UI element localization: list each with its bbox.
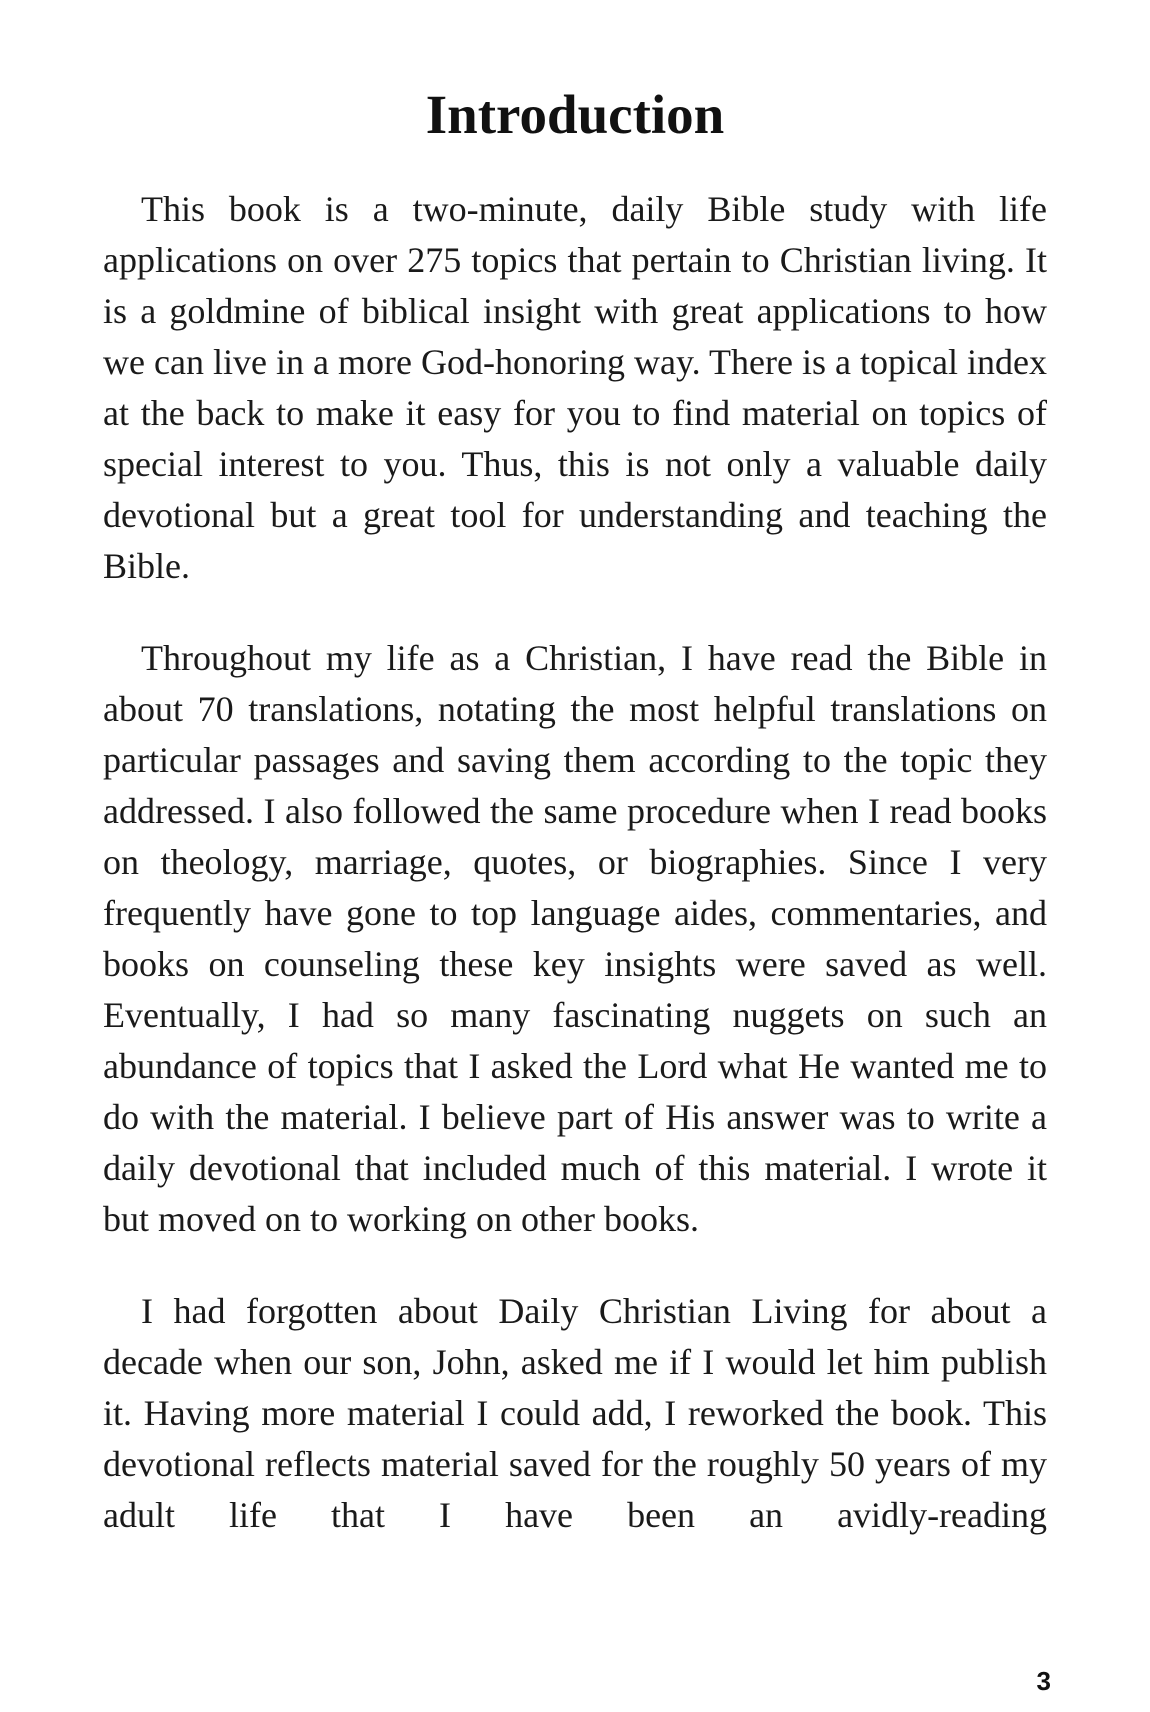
paragraph-3: I had forgotten about Daily Christian Living for about a decade when our son, John, asked me if I would let him publish it. Having more material I could add, I reworked the book. This devotional reflects material saved for the roughly 50 years of my adult life that I have been an avidly-reading xyxy=(103,1291,1047,1535)
body-text xyxy=(103,184,1047,1541)
page-number: 3 xyxy=(1036,1666,1051,1696)
paragraph-2: Throughout my life as a Christian, I have read the Bible in about 70 translations, notating the most helpful translations on particular passages and saving them according to the topic they addressed. I also followed the same procedure when I read books on theology, marriage, quotes, or biographies. Since I very frequently have gone to top language aides, commentaries, and books on counseling these key insights were saved as well. Eventually, I had so many fascinating nuggets on such an abundance of topics that I asked the Lord what He wanted me to do with the material. I believe part of His answer was to write a daily devotional that included much of this material. I wrote it but moved on to working on other books. xyxy=(103,638,1047,1239)
paragraph-1: This book is a two-minute, daily Bible study with life applications on over 275 topics that pertain to Christian living. It is a goldmine of biblical insight with great applications to how we can live in a more God-honoring way. There is a topical index at the back to make it easy for you to find material on topics of special interest to you. Thus, this is not only a valuable daily devotional but a great tool for understanding and teaching the Bible. xyxy=(103,189,1047,586)
page-title: Introduction xyxy=(425,84,725,145)
